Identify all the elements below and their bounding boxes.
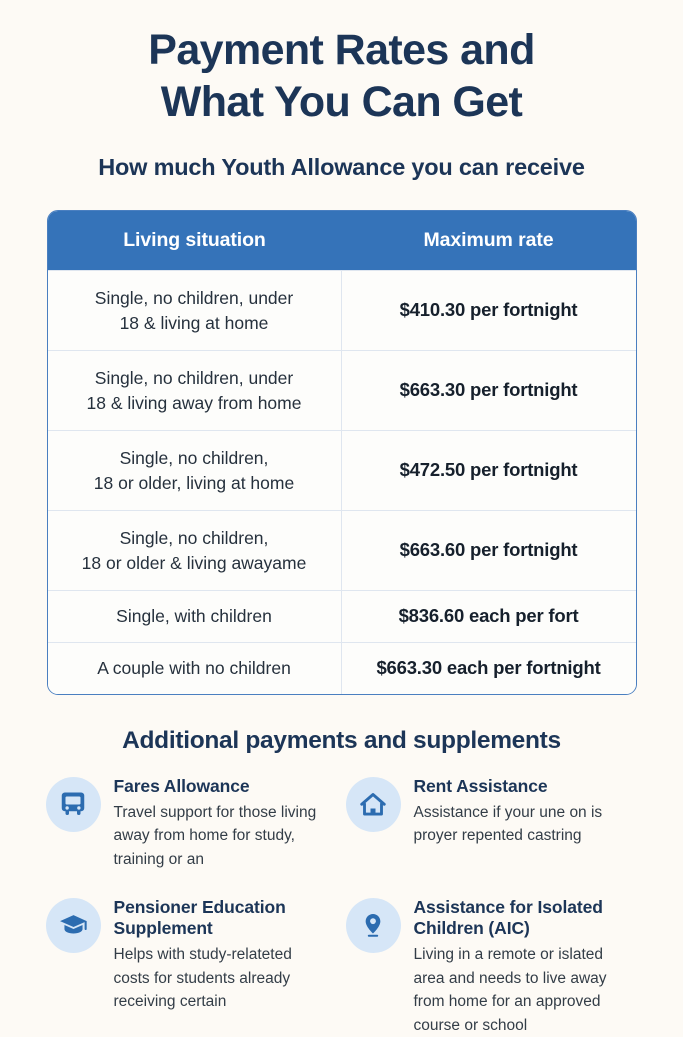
supplement-card-fares-allowance bbox=[42, 775, 342, 872]
supplement-card-description: Living in a remote or islated area and needs to live away from home for an approved course or school bbox=[413, 946, 607, 1034]
supplement-card-assistance-for-isolated-children bbox=[342, 896, 642, 1037]
page-title bbox=[62, 24, 622, 128]
graduation-cap-icon bbox=[46, 898, 101, 953]
situation-line-1: Single, no children, under bbox=[94, 367, 294, 388]
situation-line-2: 18 & living at home bbox=[119, 312, 269, 333]
situation-line-1: Single, no children, bbox=[119, 527, 269, 548]
cell-maximum-rate: $663.60 per fortnight bbox=[399, 539, 578, 561]
cell-living-situation bbox=[48, 351, 342, 430]
supplement-card-text bbox=[414, 775, 629, 848]
cell-living-situation: Single, with children bbox=[48, 591, 342, 642]
supplement-card-description: Helps with study-relateted costs for students already receiving certain bbox=[113, 946, 292, 1011]
location-pin-icon bbox=[346, 898, 401, 953]
payment-rates-table bbox=[47, 210, 637, 695]
supplement-card-title bbox=[414, 897, 629, 941]
supplements-card-grid bbox=[42, 775, 642, 1037]
table-row bbox=[48, 350, 636, 430]
cell-maximum-rate: $410.30 per fortnight bbox=[399, 299, 578, 321]
infographic-header bbox=[0, 0, 683, 181]
table-row bbox=[48, 430, 636, 510]
supplement-card-description: Travel support for those living away from home for study, training or an bbox=[113, 803, 317, 868]
cell-living-situation bbox=[48, 431, 342, 510]
supplement-card-text bbox=[114, 775, 329, 872]
supplement-card-title bbox=[414, 776, 629, 798]
bus-icon bbox=[46, 777, 101, 832]
supplement-title-line-1: Pensioner Education bbox=[113, 896, 286, 917]
page-title-line-2: What You Can Get bbox=[160, 78, 523, 127]
situation-line-1: Single, no children, bbox=[119, 447, 269, 468]
page-subtitle: How much Youth Allowance you can receive bbox=[98, 154, 585, 181]
situation-line-1: Single, no children, under bbox=[94, 287, 294, 308]
home-icon bbox=[346, 777, 401, 832]
situation-line-2: 18 or older & living awayame bbox=[81, 552, 307, 573]
supplements-section-heading: Additional payments and supplements bbox=[122, 727, 561, 755]
cell-maximum-rate: $663.30 per fortnight bbox=[399, 379, 578, 401]
cell-maximum-rate: $836.60 each per fort bbox=[398, 605, 579, 627]
cell-living-situation bbox=[48, 271, 342, 350]
supplement-title-line-1: Fares Allowance bbox=[113, 776, 250, 797]
table-row bbox=[48, 270, 636, 350]
supplement-card-rent-assistance bbox=[342, 775, 642, 872]
table-header-maximum-rate: Maximum rate bbox=[423, 229, 554, 252]
table-row bbox=[48, 510, 636, 590]
cell-maximum-rate: $472.50 per fortnight bbox=[399, 459, 578, 481]
supplement-card-description: Assistance if your une on is proyer repented castring bbox=[413, 803, 603, 845]
supplement-title-line-1: Rent Assistance bbox=[413, 776, 548, 797]
situation-line-2: 18 or older, living at home bbox=[93, 472, 295, 493]
situation-line-2: 18 & living away from home bbox=[86, 392, 302, 413]
supplement-title-line-1: Assistance for Isolated bbox=[413, 896, 603, 917]
supplement-card-title bbox=[114, 776, 329, 798]
cell-living-situation: A couple with no children bbox=[48, 643, 342, 694]
cell-maximum-rate: $663.30 each per fortnight bbox=[376, 657, 601, 679]
supplement-card-text bbox=[414, 896, 629, 1037]
supplement-card-title bbox=[114, 897, 329, 941]
table-header-living-situation: Living situation bbox=[123, 229, 266, 252]
table-row bbox=[48, 590, 636, 642]
supplement-card-text bbox=[114, 896, 329, 1014]
page-title-line-1: Payment Rates and bbox=[148, 26, 535, 74]
supplement-title-line-2: Supplement bbox=[113, 918, 213, 939]
supplement-title-line-2: Children (AIC) bbox=[413, 918, 530, 939]
cell-living-situation bbox=[48, 511, 342, 590]
supplement-card-pensioner-education-supplement bbox=[42, 896, 342, 1037]
table-row bbox=[48, 642, 636, 694]
table-header-row bbox=[48, 211, 636, 270]
